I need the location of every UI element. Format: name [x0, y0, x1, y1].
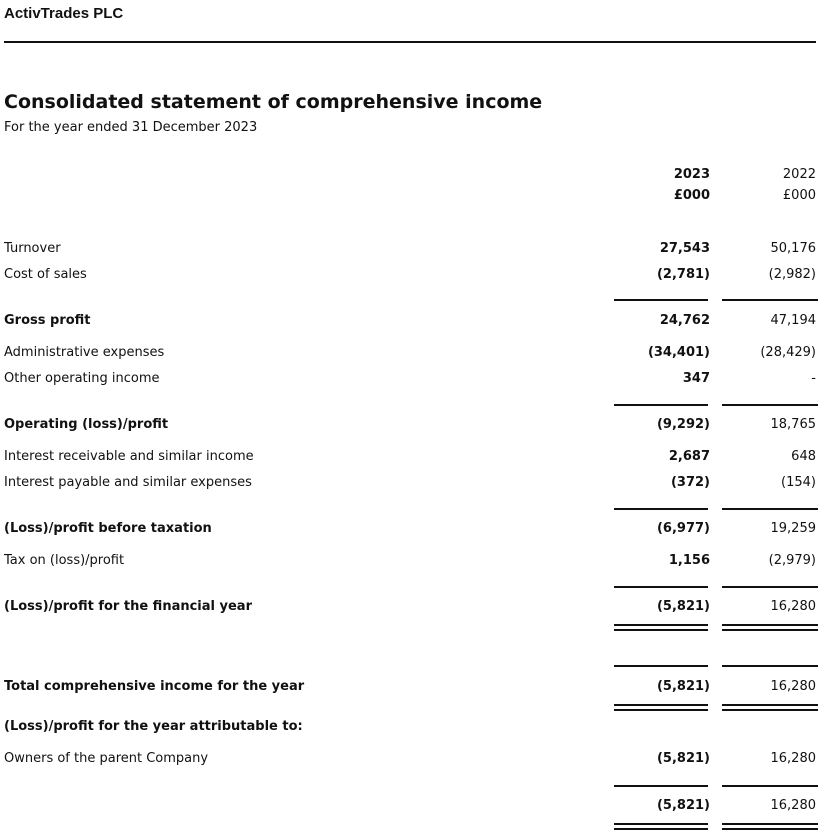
row-total-comprehensive-income [0, 677, 823, 697]
subtotal-rule-2022 [722, 785, 818, 787]
row-other-operating-income [0, 369, 823, 389]
row-label: Turnover [4, 241, 61, 256]
value-2022: 47,194 [770, 313, 816, 328]
value-2023: (5,821) [656, 798, 710, 813]
value-2023: 27,543 [659, 241, 710, 256]
row-turnover [0, 239, 823, 259]
subtotal-rule-2022 [722, 404, 818, 406]
row-label: Cost of sales [4, 267, 87, 282]
value-2023: (5,821) [656, 599, 710, 614]
value-2023: 347 [682, 371, 710, 386]
subtotal-rule-2023 [614, 508, 708, 510]
subtotal-rule-2023 [614, 404, 708, 406]
row-label: Interest receivable and similar income [4, 449, 254, 464]
value-2022: 18,765 [770, 417, 816, 432]
row-label: Operating (loss)/profit [4, 417, 169, 432]
subtotal-rule-2023 [614, 586, 708, 588]
row-label: Owners of the parent Company [4, 751, 209, 766]
row-owners-of-parent [0, 749, 823, 769]
subtotal-rule-2022 [722, 586, 818, 588]
value-2023: 2,687 [668, 449, 710, 464]
total-double-rule-2022 [722, 823, 818, 830]
subtotal-rule-2023 [614, 785, 708, 787]
total-double-rule-2022 [722, 624, 818, 631]
row-label: Interest payable and similar expenses [4, 475, 252, 490]
value-2022: (28,429) [760, 345, 816, 360]
company-name: ActivTrades PLC [4, 5, 124, 22]
value-2023: (6,977) [656, 521, 710, 536]
row-label: Administrative expenses [4, 345, 165, 360]
total-double-rule-2023 [614, 704, 708, 711]
row-tax [0, 551, 823, 571]
row-label: Tax on (loss)/profit [4, 553, 125, 568]
value-2022: (154) [781, 475, 816, 490]
row-profit-before-taxation [0, 519, 823, 539]
row-profit-for-financial-year [0, 597, 823, 617]
row-label: (Loss)/profit before taxation [4, 521, 212, 536]
row-label: (Loss)/profit for the year attributable to: [4, 719, 303, 734]
value-2022: 50,176 [770, 241, 816, 256]
value-2023: (372) [670, 475, 710, 490]
total-double-rule-2022 [722, 704, 818, 711]
subtotal-rule-2022 [722, 665, 818, 667]
row-cost-of-sales [0, 265, 823, 285]
value-2022: - [811, 371, 816, 386]
value-2023: (5,821) [656, 679, 710, 694]
value-2022: 16,280 [770, 798, 816, 813]
subtotal-rule-2023 [614, 665, 708, 667]
column-unit-2022: £000 [782, 188, 816, 203]
header-divider [4, 41, 816, 43]
subtotal-rule-2022 [722, 299, 818, 301]
column-year-2022: 2022 [782, 167, 816, 182]
value-2023: (2,781) [656, 267, 710, 282]
row-interest-receivable [0, 447, 823, 467]
row-operating-profit [0, 415, 823, 435]
total-double-rule-2023 [614, 823, 708, 830]
row-interest-payable [0, 473, 823, 493]
column-unit-2023: £000 [673, 188, 710, 203]
column-year-2023: 2023 [673, 167, 710, 182]
row-label: (Loss)/profit for the financial year [4, 599, 252, 614]
row-gross-profit [0, 311, 823, 331]
value-2022: 16,280 [770, 751, 816, 766]
statement-subtitle: For the year ended 31 December 2023 [4, 120, 258, 135]
row-attributable-total [0, 796, 823, 816]
value-2023: 1,156 [668, 553, 710, 568]
value-2023: 24,762 [659, 313, 710, 328]
value-2023: (5,821) [656, 751, 710, 766]
statement-title: Consolidated statement of comprehensive income [4, 91, 543, 113]
value-2022: 16,280 [770, 679, 816, 694]
row-label: Other operating income [4, 371, 160, 386]
value-2022: (2,979) [768, 553, 816, 568]
value-2023: (9,292) [656, 417, 710, 432]
row-administrative-expenses [0, 343, 823, 363]
row-label: Total comprehensive income for the year [4, 679, 305, 694]
value-2022: 16,280 [770, 599, 816, 614]
subtotal-rule-2022 [722, 508, 818, 510]
row-label: Gross profit [4, 313, 91, 328]
value-2022: 19,259 [770, 521, 816, 536]
row-attributable-heading [0, 717, 823, 737]
value-2022: 648 [791, 449, 816, 464]
total-double-rule-2023 [614, 624, 708, 631]
subtotal-rule-2023 [614, 299, 708, 301]
value-2023: (34,401) [647, 345, 710, 360]
value-2022: (2,982) [768, 267, 816, 282]
